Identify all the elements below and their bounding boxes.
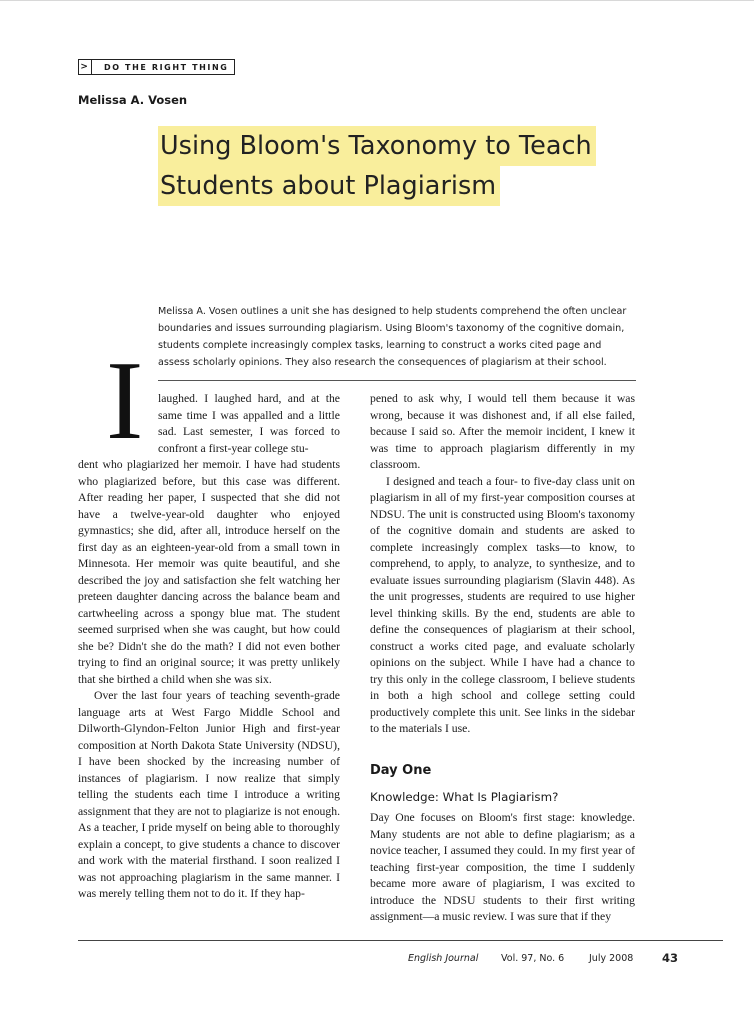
- right-column-top: [370, 391, 635, 738]
- chevron-right-icon: >: [79, 60, 92, 74]
- section-heading-day-one: Day One: [370, 763, 432, 778]
- body-paragraph-1: dent who plagiarized her memoir. I have had students who plagiarized before, but this case was different. After reading her paper, I suspected that she did not have a twelve-year-old daughter who enjoyed gymnastics; she did, after all, introduce herself on the first day as an eighteen-year-old from a small town in Minnesota. Her memoir was quite beautiful, and she described the joy and satisfaction she felt watching her preteen daughter dancing across the balance beam and cartwheeling across a spongy blue mat. The student seemed surprised when she was caught, but how could she be? Didn't she do the math? I did not even bother trying to find an original source; it was pretty unlikely that she birthed a child when she was six.: [78, 458, 340, 686]
- footer-journal: English Journal: [408, 953, 479, 964]
- article-title: [158, 126, 608, 206]
- author-name: Melissa A. Vosen: [78, 93, 188, 107]
- page-number: 43: [662, 951, 679, 965]
- footer-date: July 2008: [589, 953, 634, 964]
- title-line-1: Using Bloom's Taxonomy to Teach: [158, 126, 596, 166]
- body-paragraph-1-dropcap-lines: laughed. I laughed hard, and at the same time I was appalled and a little sad. Last semester, I was forced to confront a first-year college stu-: [158, 392, 340, 455]
- footer-divider: [78, 940, 723, 941]
- section-label: DO THE RIGHT THING: [104, 62, 229, 72]
- right-column-bottom: [370, 810, 635, 926]
- subheading-knowledge: Knowledge: What Is Plagiarism?: [370, 790, 559, 804]
- abstract-divider: [158, 380, 636, 381]
- body-paragraph-4: I designed and teach a four- to five-day class unit on plagiarism in all of my first-year composition courses at NDSU. The unit is constructed using Bloom's taxonomy of the cognitive domain and students are asked to complete increasingly complex tasks—to know, to comprehend, to apply, to analyze, to synthesize, and to evaluate issues surrounding plagiarism (Slavin 448). As the unit progresses, students are required to use higher level thinking skills. By the end, students are able to define the consequences of plagiarism at their school, construct a works cited page, and evaluate scholarly opinions on the subject. While I have had a chance to try this only in the college classroom, I believe students in both a high school and college setting could productively complete this unit. See links in the sidebar to the materials I use.: [370, 474, 635, 735]
- body-paragraph-5: Day One focuses on Bloom's first stage: knowledge. Many students are not able to define plagiarism; as a novice teacher, I assumed they could. In my first year of teaching first-year composition, the time I suddenly became more aware of plagiarism, I was excited to introduce the NDSU students to their first writing assignment—a music review. I was sure that if they: [370, 811, 635, 923]
- top-divider: [0, 0, 754, 1]
- body-paragraph-2: Over the last four years of teaching seventh-grade language arts at West Fargo Middle School and Dilworth-Glyndon-Felton Junior High and first-year composition at North Dakota State University (NDSU), I have been shocked by the increasing number of instances of plagiarism. I now realize that simply telling the students each time I introduce a writing assignment that they are not to plagiarize is not enough. As a teacher, I pride myself on being able to thoroughly explain a concept, to give students a chance to discover and work with the material firsthand. I soon realized I was not approaching plagiarism in the same manner. I was merely telling them not to do it. If they hap-: [78, 689, 340, 900]
- footer-issue: Vol. 97, No. 6: [501, 953, 565, 964]
- body-paragraph-3: pened to ask why, I would tell them because it was wrong, because it was dishonest and, if all else failed, because I said so. After the memoir incident, I knew it was time to approach plagiarism differently in my classroom.: [370, 392, 635, 471]
- left-column: [78, 391, 340, 903]
- section-tag: [78, 59, 235, 75]
- abstract: Melissa A. Vosen outlines a unit she has designed to help students comprehend the often unclear boundaries and issues surrounding plagiarism. Using Bloom's taxonomy of the cognitive domain, students complete increasingly complex tasks, learning to construct a works cited page and assess scholarly opinions. They also research the consequences of plagiarism at their school.: [158, 306, 627, 368]
- drop-cap: I: [106, 339, 144, 463]
- title-line-2: Students about Plagiarism: [158, 166, 500, 206]
